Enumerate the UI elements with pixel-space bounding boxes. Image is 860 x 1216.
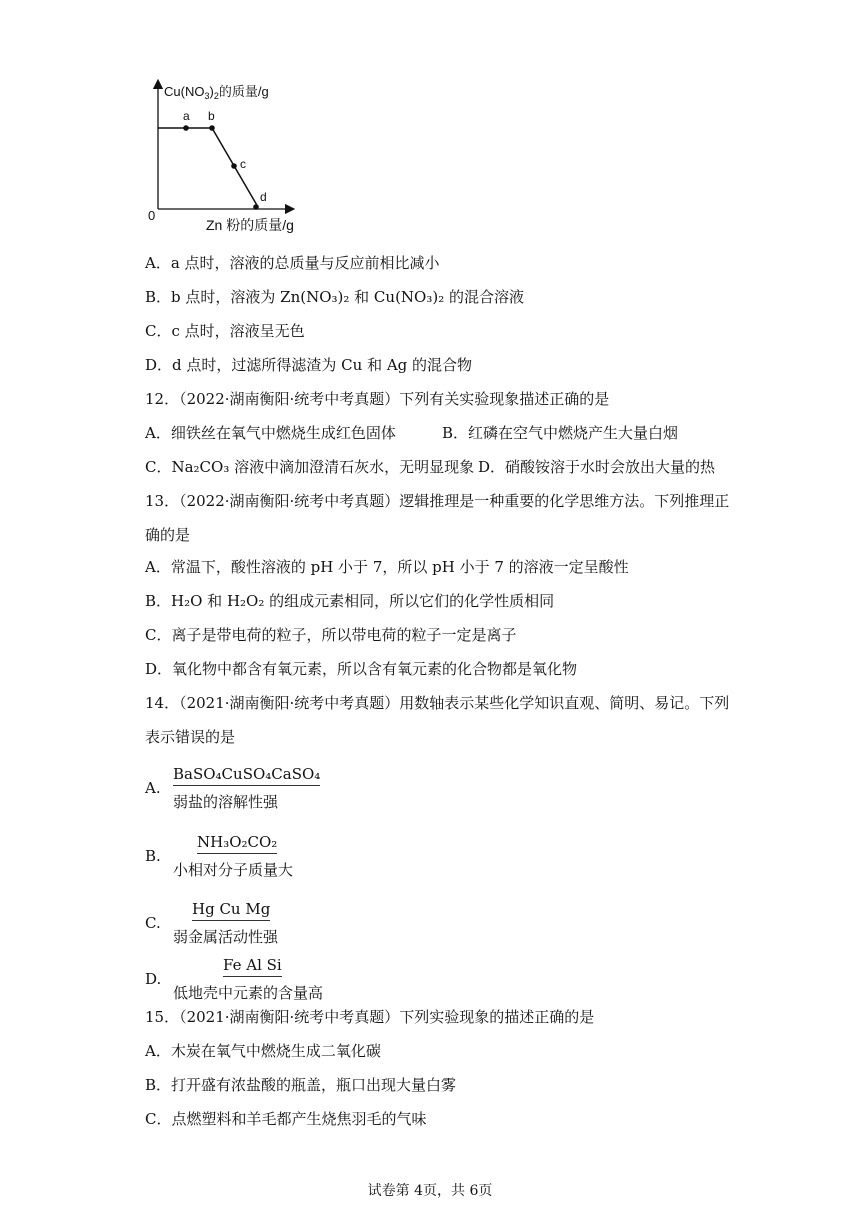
point-a <box>183 125 189 131</box>
point-c <box>231 163 237 169</box>
x-axis-label: Zn 粉的质量/g <box>206 217 294 233</box>
q11-option-a: A．a 点时，溶液的总质量与反应前相比减小 <box>145 254 440 272</box>
axis-items: NH₃O₂CO₂ <box>197 833 277 854</box>
axis-caption: 低地壳中元素的含量高 <box>173 984 324 1002</box>
q11-option-d: D．d 点时，过滤所得滤渣为 Cu 和 Ag 的混合物 <box>145 356 473 374</box>
q13-option-b: B．H₂O 和 H₂O₂ 的组成元素相同，所以它们的化学性质相同 <box>145 592 555 610</box>
q15-stem: 15．（2021·湖南衡阳·统考中考真题）下列实验现象的描述正确的是 <box>145 1008 595 1026</box>
origin-label: 0 <box>148 208 156 223</box>
page-footer: 试卷第 4页，共 6页 <box>367 1183 493 1199</box>
q12-option-a: A．细铁丝在氧气中燃烧生成红色固体 <box>145 424 396 442</box>
label-d: d <box>260 190 267 204</box>
option-letter: D. <box>145 970 162 988</box>
q14-stem-line1: 14．（2021·湖南衡阳·统考中考真题）用数轴表示某些化学知识直观、简明、易记。下列 <box>145 694 730 712</box>
q11-option-c: C．c 点时，溶液呈无色 <box>145 322 305 340</box>
q12-option-c: C．Na₂CO₃ 溶液中滴加澄清石灰水，无明显现象 <box>145 458 475 476</box>
label-a: a <box>183 109 190 123</box>
point-d <box>253 204 259 210</box>
q12-stem: 12．（2022·湖南衡阳·统考中考真题）下列有关实验现象描述正确的是 <box>145 390 610 408</box>
option-letter: A. <box>145 779 161 797</box>
q13-option-c: C．离子是带电荷的粒子，所以带电荷的粒子一定是离子 <box>145 626 517 644</box>
option-letter: B. <box>145 847 161 865</box>
q13-stem-line1: 13．（2022·湖南衡阳·统考中考真题）逻辑推理是一种重要的化学思维方法。下列推理正 <box>145 492 730 510</box>
axis-caption: 弱金属活动性强 <box>173 928 279 946</box>
point-b <box>209 125 215 131</box>
q12-option-b: B．红磷在空气中燃烧产生大量白烟 <box>442 424 679 442</box>
q11-option-b: B．b 点时，溶液为 Zn(NO₃)₂ 和 Cu(NO₃)₂ 的混合溶液 <box>145 288 524 306</box>
axis-caption: 弱盐的溶解性强 <box>173 793 279 811</box>
axis-items: BaSO₄CuSO₄CaSO₄ <box>173 765 320 786</box>
label-c: c <box>240 157 246 171</box>
q15-option-c: C．点燃塑料和羊毛都产生烧焦羽毛的气味 <box>145 1110 427 1128</box>
cu-nitrate-graph <box>140 76 310 236</box>
q15-option-a: A．木炭在氧气中燃烧生成二氧化碳 <box>145 1042 381 1060</box>
axis-items: Fe Al Si <box>223 956 282 977</box>
axis-caption: 小相对分子质量大 <box>173 861 294 879</box>
label-b: b <box>208 109 215 123</box>
q13-option-a: A．常温下，酸性溶液的 pH 小于 7，所以 pH 小于 7 的溶液一定呈酸性 <box>145 558 629 576</box>
q14-stem-line2: 表示错误的是 <box>145 728 236 746</box>
q13-stem-line2: 确的是 <box>145 526 191 544</box>
y-axis-label: $Cu(NO_3)_2$的质量/g <box>164 84 269 101</box>
axis-items: Hg Cu Mg <box>192 900 270 921</box>
q12-option-d: D．硝酸铵溶于水时会放出大量的热 <box>478 458 716 476</box>
option-letter: C. <box>145 914 161 932</box>
q15-option-b: B．打开盛有浓盐酸的瓶盖，瓶口出现大量白雾 <box>145 1076 457 1094</box>
q13-option-d: D．氧化物中都含有氧元素，所以含有氧元素的化合物都是氧化物 <box>145 660 578 678</box>
